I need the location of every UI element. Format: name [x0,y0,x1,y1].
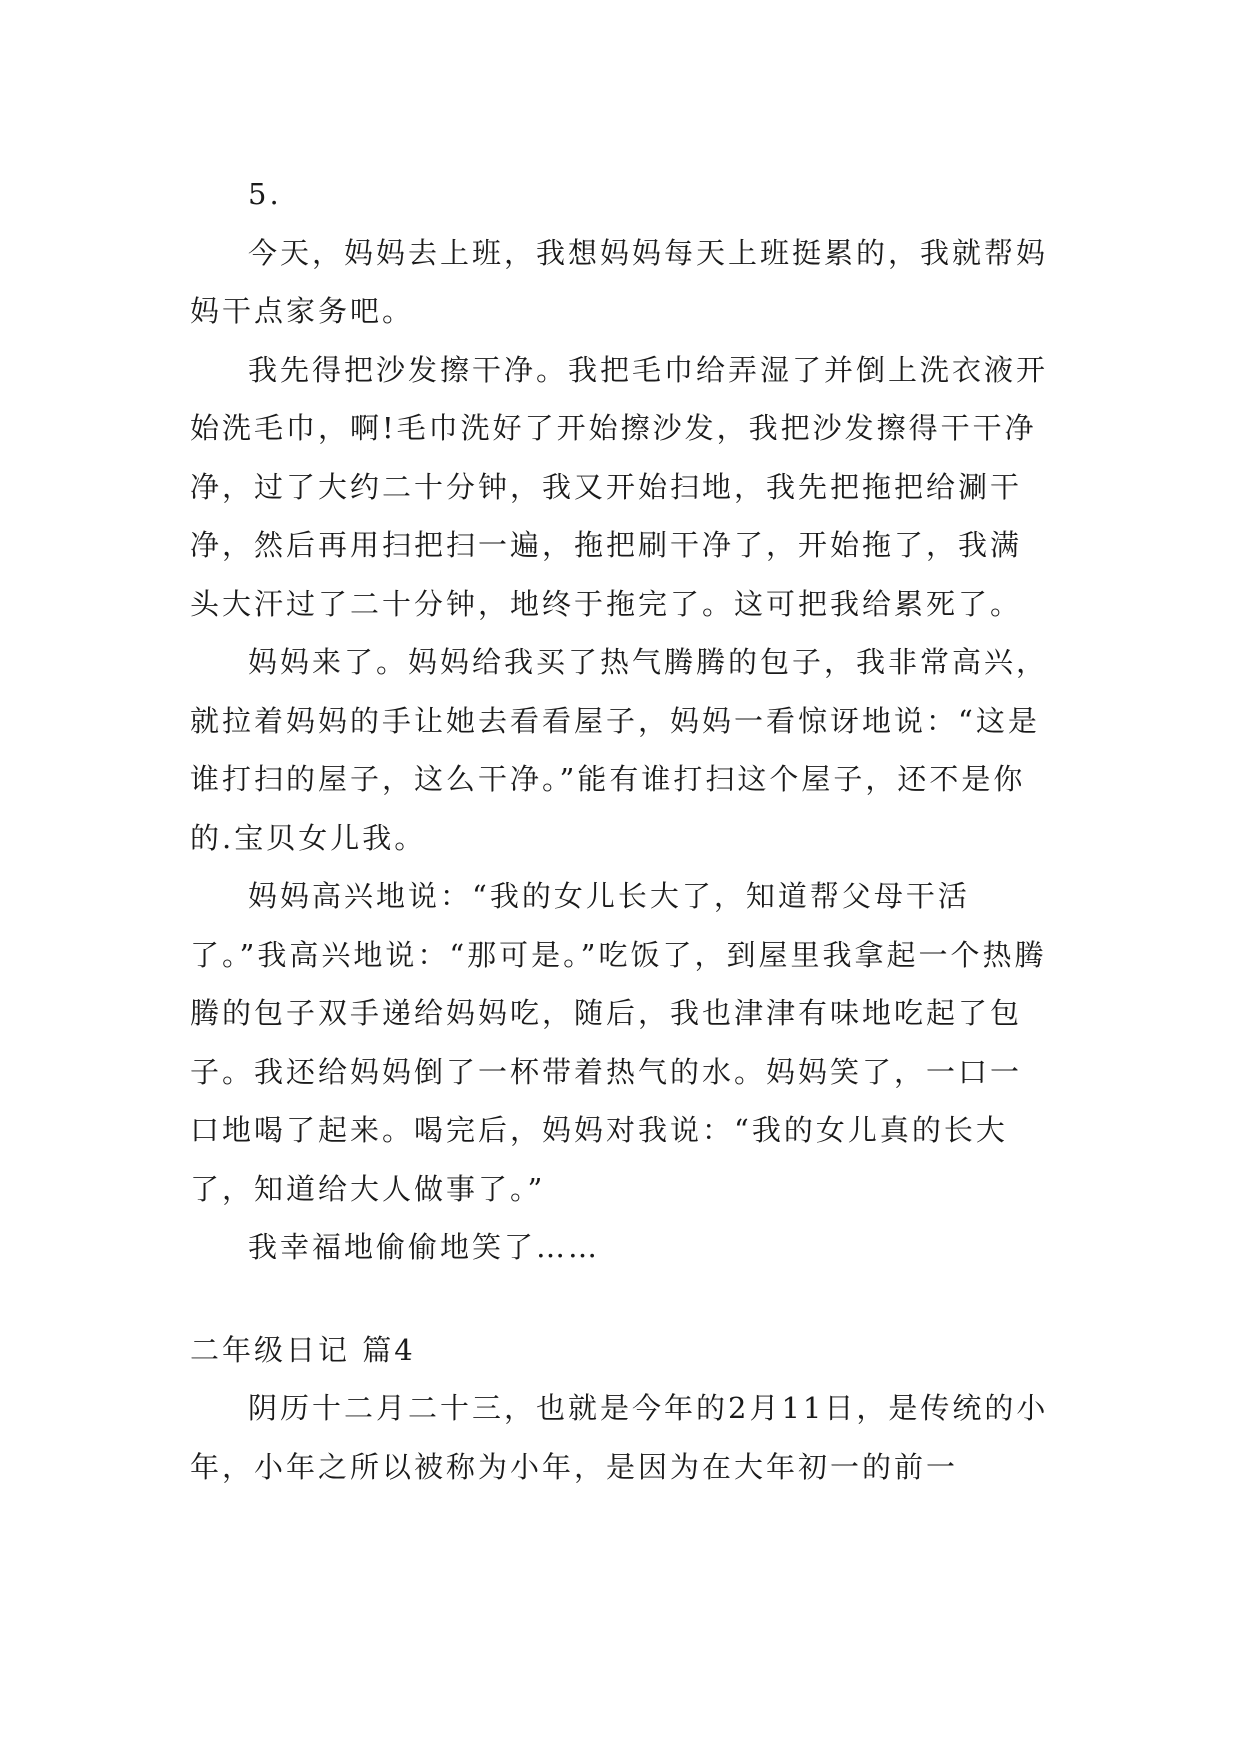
paragraph: 阴历十二月二十三，也就是今年的2月11日，是传统的小年，小年之所以被称为小年，是因为在大年初一的前一 [190,1391,1049,1484]
section-title: 二年级日记 篇4 [190,1332,416,1367]
document-body [190,165,1052,1496]
paragraph: 我幸福地偷偷地笑了…… [248,1230,601,1264]
paragraph: 我先得把沙发擦干净。我把毛巾给弄湿了并倒上洗衣液开始洗毛巾，啊!毛巾洗好了开始擦沙发，我把沙发擦得干干净净，过了大约二十分钟，我又开始扫地，我先把拖把给涮干净，然后再用扫把扫一遍，拖把刷干净了，开始拖了，我满头大汗过了二十分钟，地终于拖完了。这可把我给累死了。 [190,352,1049,621]
paragraph: 妈妈来了。妈妈给我买了热气腾腾的包子，我非常高兴，就拉着妈妈的手让她去看看屋子，妈妈一看惊讶地说：“这是谁打扫的屋子，这么干净。”能有谁打扫这个屋子，还不是你的.宝贝女儿我。 [190,645,1049,855]
paragraph: 今天，妈妈去上班，我想妈妈每天上班挺累的，我就帮妈妈干点家务吧。 [190,235,1049,328]
item-number: 5. [248,177,282,211]
paragraph: 妈妈高兴地说：“我的女儿长大了，知道帮父母干活了。”我高兴地说：“那可是。”吃饭了，到屋里我拿起一个热腾腾的包子双手递给妈妈吃，随后，我也津津有味地吃起了包子。我还给妈妈倒了一杯带着热气的水。妈妈笑了，一口一口地喝了起来。喝完后，妈妈对我说：“我的女儿真的长大了，知道给大人做事了。” [190,879,1047,1206]
